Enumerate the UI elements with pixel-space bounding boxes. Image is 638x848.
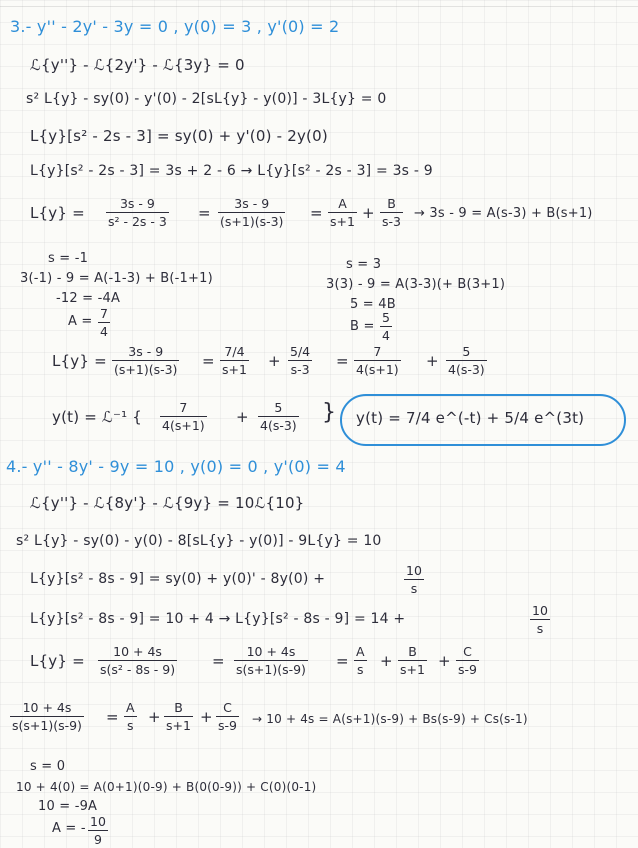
fraction-numerator: 3s - 9 bbox=[119, 196, 155, 211]
p3-l6-frac-5 bbox=[446, 344, 487, 377]
fraction-numerator: B bbox=[387, 196, 396, 211]
p4-l6-plus2: + bbox=[200, 708, 213, 726]
p3-l5-rhs: → 3s - 9 = A(s-3) + B(s+1) bbox=[414, 206, 593, 221]
p4-l5-eq: = bbox=[212, 652, 225, 670]
p4-l5-frac-3 bbox=[354, 644, 367, 677]
p4-l6-frac-1 bbox=[10, 700, 84, 733]
p4-sub-0-1: 10 + 4(0) = A(0+1)(0-9) + B(0(0-9)) + C(0)(0-1) bbox=[16, 780, 317, 794]
p4-l5-lhs: L{y} = bbox=[30, 652, 85, 670]
fraction-denominator: 9 bbox=[93, 832, 102, 847]
fraction-denominator: s bbox=[410, 581, 418, 596]
fraction-numerator: 5 bbox=[462, 344, 471, 359]
fraction-denominator: s-3 bbox=[382, 214, 401, 229]
p3-l5-plus: + bbox=[362, 204, 375, 222]
p4-l5-frac-1 bbox=[98, 644, 177, 677]
fraction-numerator: 10 bbox=[90, 814, 106, 829]
fraction-denominator: 4(s+1) bbox=[162, 418, 205, 433]
fraction-denominator: s(s+1)(s-9) bbox=[12, 718, 82, 733]
fraction-denominator: s(s² - 8s - 9) bbox=[100, 662, 176, 677]
p3-l6-plus: + bbox=[268, 352, 281, 370]
p4-l5-frac-4 bbox=[398, 644, 427, 677]
fraction-numerator: 5 bbox=[274, 400, 283, 415]
p3-l6-frac-2 bbox=[220, 344, 249, 377]
fraction-denominator: 4 bbox=[382, 328, 390, 343]
fraction-denominator: s(s+1)(s-9) bbox=[236, 662, 306, 677]
p3-l5-frac-4 bbox=[380, 196, 403, 229]
p4-l5-plus2: + bbox=[438, 652, 451, 670]
fraction-denominator: (s+1)(s-3) bbox=[114, 362, 178, 377]
p4-l6-frac-4 bbox=[216, 700, 239, 733]
fraction-numerator: 10 + 4s bbox=[113, 644, 162, 659]
p3-l6-eq: = bbox=[202, 352, 215, 370]
p3-line-1: ℒ{y''} - ℒ{2y'} - ℒ{3y} = 0 bbox=[30, 56, 245, 74]
fraction-denominator: s bbox=[127, 718, 134, 733]
fraction-denominator: 4(s+1) bbox=[356, 362, 399, 377]
fraction-numerator: 7 bbox=[100, 306, 108, 321]
fraction-numerator: A bbox=[356, 644, 365, 659]
p3-line-3: L{y}[s² - 2s - 3] = sy(0) + y'(0) - 2y(0) bbox=[30, 127, 328, 145]
p4-l3-frac bbox=[404, 563, 424, 596]
fraction-numerator: C bbox=[463, 644, 472, 659]
problem-4-title: 4.- y'' - 8y' - 9y = 10 , y(0) = 0 , y'(0) = 4 bbox=[6, 457, 346, 476]
p3-l7-close: } bbox=[322, 400, 337, 425]
fraction-numerator: 3s - 9 bbox=[234, 196, 270, 211]
p3-l7-plus: + bbox=[236, 408, 249, 426]
p3-l5-frac-3 bbox=[328, 196, 357, 229]
fraction-denominator: s² - 2s - 3 bbox=[108, 214, 167, 229]
problem-3-title: 3.- y'' - 2y' - 3y = 0 , y(0) = 3 , y'(0) = 2 bbox=[10, 17, 340, 36]
p3-sub-b-head: s = 3 bbox=[346, 257, 382, 272]
p3-sub-a-2: -12 = -4A bbox=[56, 291, 121, 306]
fraction-numerator: B bbox=[174, 700, 183, 715]
fraction-denominator: (s+1)(s-3) bbox=[220, 214, 284, 229]
fraction-numerator: A bbox=[126, 700, 135, 715]
p4-line-1: ℒ{y''} - ℒ{8y'} - ℒ{9y} = 10ℒ{10} bbox=[30, 494, 305, 512]
fraction-numerator: 10 bbox=[532, 603, 548, 618]
fraction-numerator: 7/4 bbox=[224, 344, 245, 359]
p3-line-2: s² L{y} - sy(0) - y'(0) - 2[sL{y} - y(0)] - 3L{y} = 0 bbox=[26, 91, 387, 107]
p4-l6-eq: = bbox=[106, 708, 119, 726]
fraction-denominator: 4(s-3) bbox=[448, 362, 485, 377]
fraction-numerator: 7 bbox=[373, 344, 382, 359]
p4-line-2: s² L{y} - sy(0) - y(0) - 8[sL{y} - y(0)] - 9L{y} = 10 bbox=[16, 533, 382, 549]
fraction-denominator: 4(s-3) bbox=[260, 418, 297, 433]
p3-l6-frac-4 bbox=[354, 344, 401, 377]
fraction-numerator: 10 + 4s bbox=[22, 700, 72, 715]
p3-sub-a-frac bbox=[98, 306, 110, 339]
p3-l6-frac-1 bbox=[112, 344, 179, 377]
fraction-denominator: s+1 bbox=[400, 662, 425, 677]
p3-l5-frac-2 bbox=[218, 196, 285, 229]
p3-sub-a-3-lhs: A = bbox=[68, 314, 93, 329]
fraction-numerator: 5 bbox=[382, 310, 390, 325]
fraction-numerator: C bbox=[223, 700, 232, 715]
fraction-denominator: s bbox=[357, 662, 364, 677]
p4-l5-eq2: = bbox=[336, 652, 349, 670]
p4-l6-rhs: → 10 + 4s = A(s+1)(s-9) + Bs(s-9) + Cs(s-1) bbox=[252, 712, 528, 726]
p3-sub-b-1: 3(3) - 9 = A(3-3)(+ B(3+1) bbox=[326, 277, 506, 292]
p3-l5-lhs: L{y} = bbox=[30, 204, 85, 222]
fraction-denominator: s-9 bbox=[218, 718, 237, 733]
fraction-numerator: 3s - 9 bbox=[128, 344, 164, 359]
p3-l7-lhs: y(t) = ℒ⁻¹ { bbox=[52, 408, 143, 426]
p3-sub-b-3-lhs: B = bbox=[350, 319, 375, 334]
p4-sub-0-head: s = 0 bbox=[30, 759, 66, 774]
fraction-numerator: B bbox=[408, 644, 417, 659]
fraction-numerator: 10 bbox=[406, 563, 422, 578]
p4-sub-0-3-lhs: A = - bbox=[52, 821, 86, 836]
p3-l5-eq: = bbox=[198, 204, 211, 222]
p4-l5-frac-2 bbox=[234, 644, 308, 677]
p4-l3-lhs: L{y}[s² - 8s - 9] = sy(0) + y(0)' - 8y(0) + bbox=[30, 571, 326, 587]
p4-sub-0-2: 10 = -9A bbox=[38, 799, 98, 814]
p3-sub-a-head: s = -1 bbox=[48, 251, 89, 266]
p4-l5-frac-5 bbox=[456, 644, 479, 677]
p3-line-4: L{y}[s² - 2s - 3] = 3s + 2 - 6 → L{y}[s² - 2s - 3] = 3s - 9 bbox=[30, 163, 433, 179]
p3-sub-b-frac bbox=[380, 310, 392, 343]
fraction-denominator: s-3 bbox=[290, 362, 310, 377]
p3-l6-plus2: + bbox=[426, 352, 439, 370]
p4-l6-frac-2 bbox=[124, 700, 137, 733]
p3-sub-a-1: 3(-1) - 9 = A(-1-3) + B(-1+1) bbox=[20, 271, 213, 286]
page-top-rule bbox=[0, 6, 638, 7]
p3-l6-eq2: = bbox=[336, 352, 349, 370]
p4-l5-plus: + bbox=[380, 652, 393, 670]
p3-l7-frac-1 bbox=[160, 400, 207, 433]
fraction-denominator: s+1 bbox=[330, 214, 355, 229]
p4-l4-frac bbox=[530, 603, 550, 636]
p3-l7-frac-2 bbox=[258, 400, 299, 433]
fraction-denominator: s+1 bbox=[222, 362, 247, 377]
p3-l6-frac-3 bbox=[288, 344, 312, 377]
p3-sub-b-2: 5 = 4B bbox=[350, 297, 396, 312]
fraction-denominator: s bbox=[536, 621, 544, 636]
p4-l6-plus: + bbox=[148, 708, 161, 726]
fraction-denominator: s-9 bbox=[458, 662, 477, 677]
fraction-numerator: A bbox=[338, 196, 347, 211]
fraction-numerator: 10 + 4s bbox=[246, 644, 296, 659]
p3-l6-lhs: L{y} = bbox=[52, 352, 107, 370]
fraction-numerator: 5/4 bbox=[290, 344, 311, 359]
fraction-denominator: 4 bbox=[100, 324, 108, 339]
p4-l6-frac-3 bbox=[164, 700, 193, 733]
p3-l5-frac-1 bbox=[106, 196, 169, 229]
p3-final-answer: y(t) = 7/4 e^(-t) + 5/4 e^(3t) bbox=[356, 409, 585, 427]
p4-sub-0-frac bbox=[88, 814, 108, 847]
fraction-denominator: s+1 bbox=[166, 718, 191, 733]
fraction-numerator: 7 bbox=[179, 400, 188, 415]
p4-l4-lhs: L{y}[s² - 8s - 9] = 10 + 4 → L{y}[s² - 8s - 9] = 14 + bbox=[30, 611, 406, 627]
p3-l5-eq2: = bbox=[310, 204, 323, 222]
